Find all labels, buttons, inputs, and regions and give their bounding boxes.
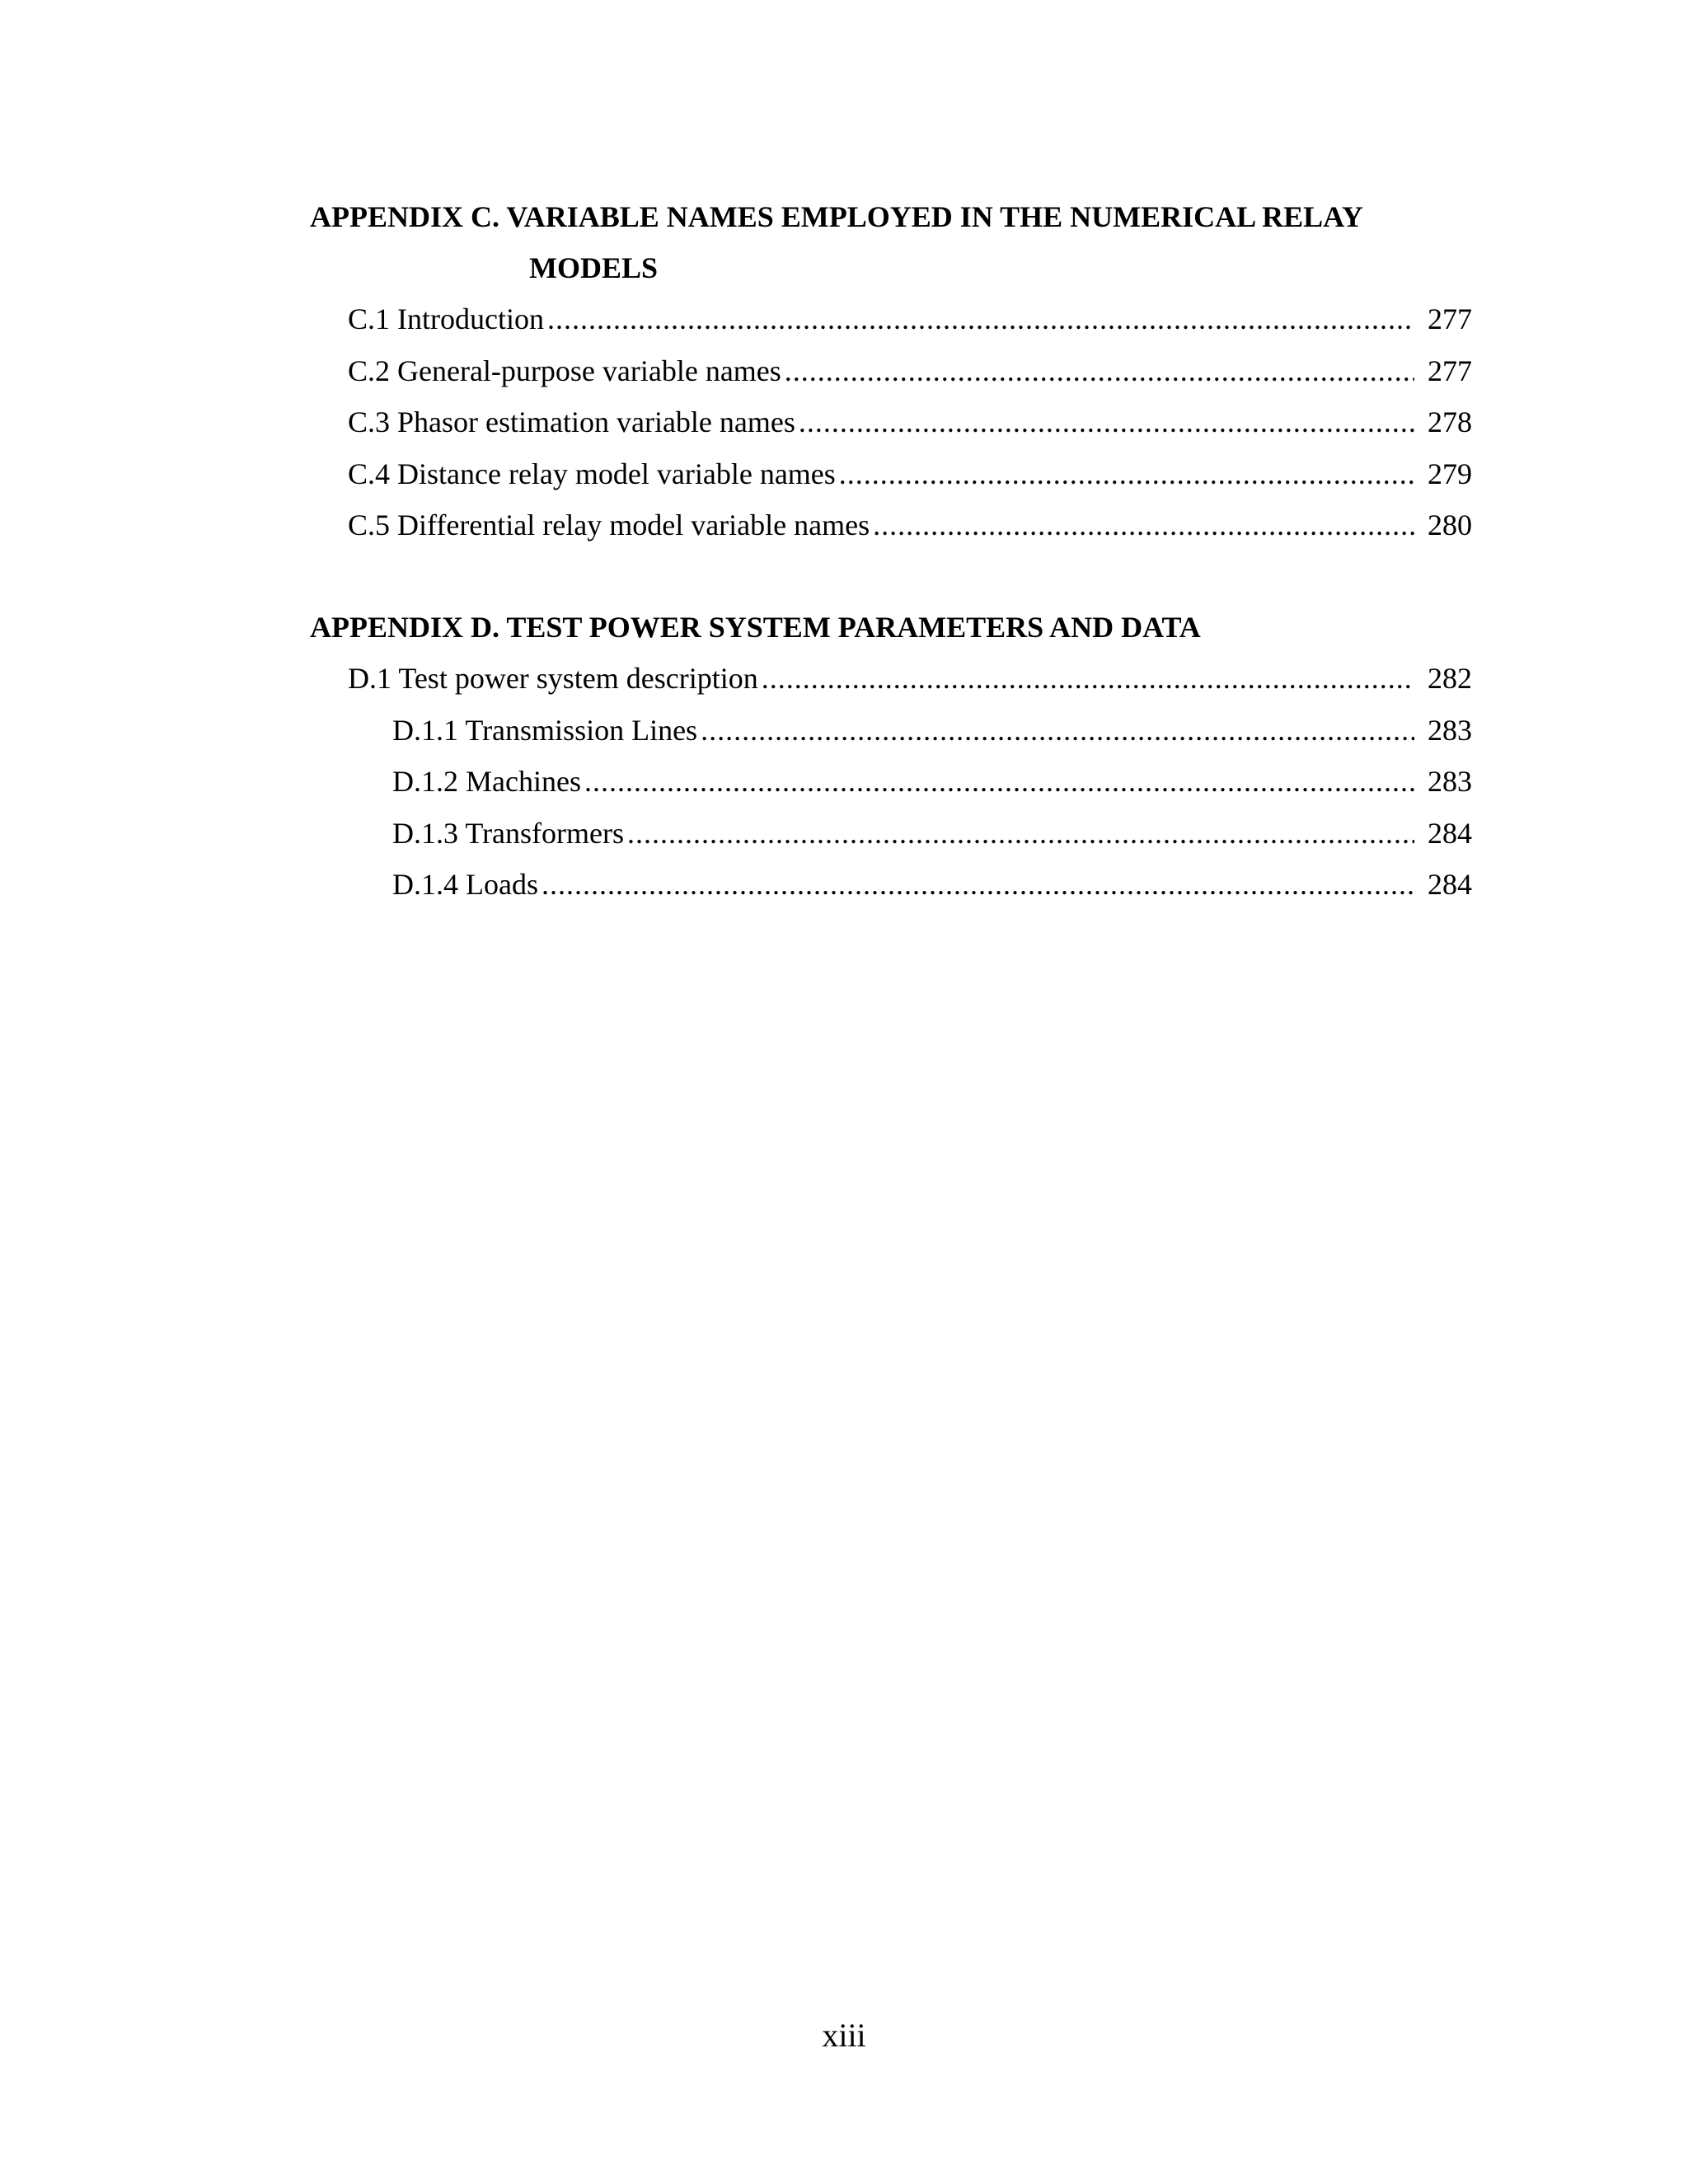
dot-leader — [627, 808, 1414, 860]
toc-entry-page: 284 — [1428, 868, 1472, 901]
dot-leader — [547, 293, 1414, 345]
toc-entry-page: 283 — [1428, 765, 1472, 798]
toc-entry-page: 279 — [1428, 457, 1472, 490]
dot-leader — [839, 448, 1414, 500]
dot-leader — [799, 396, 1414, 448]
toc-entry-title: C.4 Distance relay model variable names — [348, 457, 836, 490]
page-number: xiii — [822, 2017, 866, 2054]
toc-entry-d1-1[interactable] — [310, 705, 1472, 757]
dot-leader — [873, 499, 1414, 551]
appendix-c-heading[interactable] — [310, 191, 1472, 293]
toc-entry-c2[interactable] — [310, 345, 1472, 397]
appendix-d-toc-list — [310, 653, 1472, 911]
toc-entry-title: D.1 Test power system description — [348, 662, 758, 695]
toc-entry-page: 278 — [1428, 405, 1472, 438]
dot-leader — [762, 653, 1414, 705]
toc-entry-page: 282 — [1428, 662, 1472, 695]
appendix-c-toc-list — [310, 293, 1472, 551]
toc-entry-page: 280 — [1428, 509, 1472, 541]
toc-entry-page: 277 — [1428, 302, 1472, 335]
appendix-c-section — [310, 191, 1472, 551]
dot-leader — [701, 705, 1414, 757]
toc-entry-d1-2[interactable] — [310, 756, 1472, 808]
toc-entry-title: C.2 General-purpose variable names — [348, 354, 781, 387]
toc-entry-title: C.1 Introduction — [348, 302, 544, 335]
toc-entry-page: 277 — [1428, 354, 1472, 387]
appendix-d-section — [310, 602, 1472, 911]
toc-entry-title: D.1.1 Transmission Lines — [392, 713, 698, 747]
toc-entry-d1[interactable] — [310, 653, 1472, 705]
appendix-d-heading[interactable]: APPENDIX D. TEST POWER SYSTEM PARAMETERS AND DATA — [310, 611, 1201, 644]
toc-entry-c5[interactable] — [310, 499, 1472, 551]
toc-entry-page: 284 — [1428, 816, 1472, 850]
dot-leader — [542, 859, 1414, 911]
toc-entry-page: 283 — [1428, 713, 1472, 747]
toc-entry-d1-4[interactable] — [310, 859, 1472, 911]
toc-entry-title: C.5 Differential relay model variable names — [348, 509, 870, 541]
toc-entry-c3[interactable] — [310, 396, 1472, 448]
toc-entry-title: D.1.2 Machines — [392, 765, 581, 798]
toc-entry-d1-3[interactable] — [310, 808, 1472, 860]
toc-entry-c1[interactable] — [310, 293, 1472, 345]
toc-entry-title: D.1.3 Transformers — [392, 816, 625, 850]
toc-entry-c4[interactable] — [310, 448, 1472, 500]
dot-leader — [584, 756, 1414, 808]
appendix-c-heading-line2: MODELS — [529, 251, 659, 284]
toc-entry-title: C.3 Phasor estimation variable names — [348, 405, 795, 438]
appendix-c-heading-line1: APPENDIX C. VARIABLE NAMES EMPLOYED IN THE NUMERICAL RELAY — [310, 200, 1363, 233]
toc-entry-title: D.1.4 Loads — [392, 868, 538, 901]
dot-leader — [785, 345, 1414, 397]
